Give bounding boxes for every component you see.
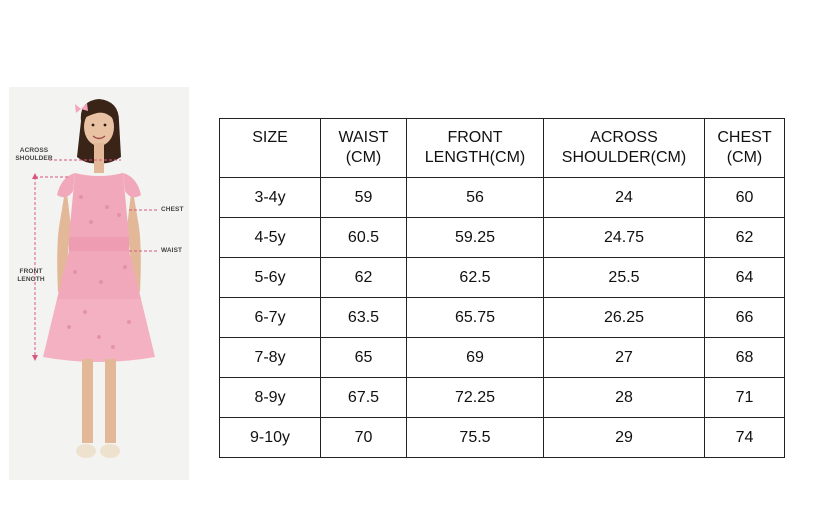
- cell-front-length: 65.75: [407, 298, 544, 338]
- model-measurement-diagram: [9, 87, 189, 480]
- header-across-shoulder: ACROSS SHOULDER(CM): [544, 119, 705, 178]
- cell-front-length: 75.5: [407, 418, 544, 458]
- cell-front-length: 72.25: [407, 378, 544, 418]
- cell-size: 3-4y: [220, 178, 321, 218]
- cell-chest: 74: [705, 418, 785, 458]
- table-row: [220, 378, 785, 418]
- cell-waist: 59: [321, 178, 407, 218]
- table-row: [220, 258, 785, 298]
- across-shoulder-label: ACROSS SHOULDER: [15, 147, 53, 162]
- cell-waist: 63.5: [321, 298, 407, 338]
- cell-front-length: 56: [407, 178, 544, 218]
- cell-front-length: 69: [407, 338, 544, 378]
- cell-across-shoulder: 24: [544, 178, 705, 218]
- cell-across-shoulder: 26.25: [544, 298, 705, 338]
- header-waist: WAIST (CM): [321, 119, 407, 178]
- cell-waist: 60.5: [321, 218, 407, 258]
- cell-waist: 65: [321, 338, 407, 378]
- cell-size: 9-10y: [220, 418, 321, 458]
- cell-size: 5-6y: [220, 258, 321, 298]
- cell-size: 6-7y: [220, 298, 321, 338]
- cell-chest: 71: [705, 378, 785, 418]
- cell-size: 8-9y: [220, 378, 321, 418]
- cell-chest: 62: [705, 218, 785, 258]
- header-size: SIZE: [220, 119, 321, 178]
- table-row: [220, 218, 785, 258]
- cell-waist: 67.5: [321, 378, 407, 418]
- cell-across-shoulder: 28: [544, 378, 705, 418]
- waist-label: WAIST: [161, 247, 183, 254]
- table-row: [220, 418, 785, 458]
- cell-front-length: 62.5: [407, 258, 544, 298]
- cell-chest: 64: [705, 258, 785, 298]
- table-row: [220, 178, 785, 218]
- cell-across-shoulder: 27: [544, 338, 705, 378]
- cell-chest: 66: [705, 298, 785, 338]
- cell-front-length: 59.25: [407, 218, 544, 258]
- cell-across-shoulder: 25.5: [544, 258, 705, 298]
- header-chest: CHEST (CM): [705, 119, 785, 178]
- cell-across-shoulder: 24.75: [544, 218, 705, 258]
- front-length-label: FRONT LENGTH: [17, 268, 45, 283]
- cell-waist: 70: [321, 418, 407, 458]
- cell-waist: 62: [321, 258, 407, 298]
- cell-size: 4-5y: [220, 218, 321, 258]
- header-front-length: FRONT LENGTH(CM): [407, 119, 544, 178]
- cell-chest: 68: [705, 338, 785, 378]
- table-row: [220, 338, 785, 378]
- chest-label: CHEST: [161, 206, 184, 213]
- cell-size: 7-8y: [220, 338, 321, 378]
- table-row: [220, 298, 785, 338]
- cell-across-shoulder: 29: [544, 418, 705, 458]
- table-header-row: [220, 119, 785, 178]
- size-chart-table: [219, 118, 785, 458]
- cell-chest: 60: [705, 178, 785, 218]
